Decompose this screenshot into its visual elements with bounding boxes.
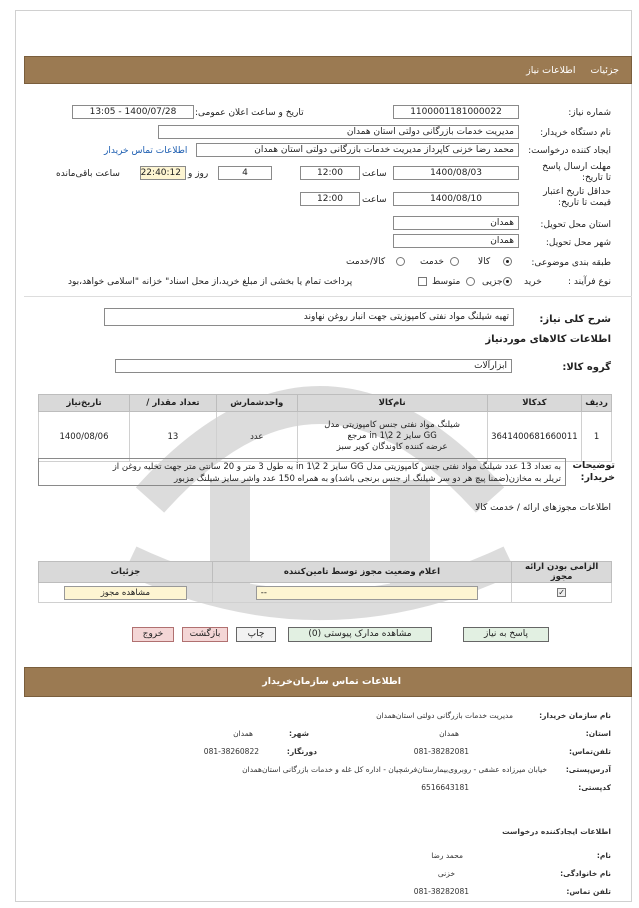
summary-field: تهیه شیلنگ مواد نفتی کامپوزیتی جهت انبار روغن نهاوند [104, 308, 514, 326]
creator-name: محمد رضا [431, 851, 463, 860]
goods-title: اطلاعات کالاهای موردنیاز [485, 334, 611, 345]
permit-col-required: الزامی بودن ارائه مجوز [512, 562, 612, 583]
cell-name-line: عرضه کننده کاوندگان کویر سبز [336, 442, 448, 452]
process-minor-label: جزیی [482, 277, 503, 287]
process-medium-radio[interactable] [466, 277, 475, 286]
attachments-button[interactable]: مشاهده مدارک پیوستی (0) [288, 627, 432, 642]
cell-name-line: GG سایز 2 in 1\2 مرجع [347, 431, 437, 441]
announce-label: تاریخ و ساعت اعلان عمومی: [195, 108, 304, 118]
permit-col-details: جزئیات [39, 562, 213, 583]
col-unit: واحدشمارش [216, 395, 297, 412]
contact-title: اطلاعات تماس سازمان‌خریدار [262, 676, 401, 687]
permit-required-cell [512, 583, 612, 603]
permit-required-checkbox: ✓ [558, 587, 565, 597]
contact-address: خیابان میرزاده عشقی - روبروی‌بیمارستان‌فرشچیان - اداره کل غله و خدمات بازرگانی استان‌همدان [242, 765, 547, 774]
deadline-send-time-field: 12:00 [300, 166, 360, 180]
min-price-time-label: ساعت [362, 195, 387, 205]
col-date: تاریخ‌نیاز [39, 395, 130, 412]
contact-postal: 6516643181 [421, 783, 469, 792]
remaining-label: ساعت باقی‌مانده [56, 169, 120, 179]
contact-address-label: آدرس‌پستی: [565, 765, 611, 774]
min-price-label: حداقل تاریخ اعتبار قیمت تا تاریخ: [543, 187, 611, 208]
buyer-desc-box [38, 458, 566, 486]
contact-city: همدان [233, 729, 253, 738]
category-service-radio[interactable] [450, 257, 459, 266]
province-field: همدان [393, 216, 519, 230]
goods-table-header [39, 395, 612, 412]
creator-label: ایجاد کننده درخواست: [528, 146, 611, 156]
exit-button[interactable]: خروج [132, 627, 174, 642]
buyer-org-label: نام دستگاه خریدار: [540, 128, 611, 138]
process-minor-radio[interactable] [503, 277, 512, 286]
permit-col-status: اعلام وضعیت مجوز توسط تامین‌کننده [212, 562, 511, 583]
permits-title: اطلاعات مجوزهای ارائه / خدمت کالا [475, 503, 611, 513]
nav-need-info-link[interactable]: اطلاعات نیاز [526, 65, 576, 76]
cell-code: 3641400681660011 [487, 412, 582, 462]
creator-name-label: نام: [596, 851, 611, 860]
group-label: گروه کالا: [562, 362, 611, 373]
contact-province-label: استان: [585, 729, 611, 738]
group-field: ابزارآلات [115, 359, 512, 373]
nav-details-link[interactable]: جزئیات [590, 65, 619, 76]
permit-details-cell [39, 583, 213, 603]
category-both-label: کالا/خدمت [346, 257, 386, 267]
cell-unit: عدد [216, 412, 297, 462]
min-price-time-field: 12:00 [300, 192, 360, 206]
table-row[interactable] [39, 412, 612, 462]
category-goods-label: کالا [478, 257, 491, 267]
category-both-radio[interactable] [396, 257, 405, 266]
table-row [39, 583, 612, 603]
cell-name [297, 412, 487, 462]
buyer-org-field: مدیریت خدمات بازرگانی دولتی استان همدان [158, 125, 519, 139]
contact-phone: 081-38282081 [413, 747, 469, 756]
announce-field: 1400/07/28 - 13:05 [72, 105, 194, 119]
payment-note: پرداخت تمام یا بخشی از مبلغ خرید،از محل اسناد" خزانه "اسلامی خواهد،بود [68, 277, 353, 287]
days-field: 4 [218, 166, 272, 180]
contact-fax-label: دورنگار: [286, 747, 317, 756]
creator-family-label: نام خانوادگی: [560, 869, 611, 878]
days-label: روز و [188, 169, 209, 179]
goods-table [38, 394, 612, 462]
city-label: شهر محل تحویل: [545, 238, 611, 248]
contact-org-label: نام سازمان‌ خریدار: [539, 711, 611, 720]
process-buy-label: خرید [524, 277, 542, 287]
contact-org: مدیریت خدمات بازرگانی دولتی استان‌همدان [376, 711, 513, 720]
deadline-time-label: ساعت [362, 169, 387, 179]
min-price-date-field: 1400/08/10 [393, 192, 519, 206]
deadline-send-label: مهلت ارسال پاسخ تا تاریخ: [542, 162, 611, 183]
need-number-field: 1100001181000022 [393, 105, 519, 119]
province-label: استان محل تحویل: [540, 220, 611, 230]
category-goods-radio[interactable] [503, 257, 512, 266]
back-button[interactable]: بازگشت [182, 627, 228, 642]
cell-qty: 13 [129, 412, 216, 462]
creator-info-title: اطلاعات ایجادکننده درخواست [502, 827, 611, 836]
category-service-label: خدمت [420, 257, 444, 267]
cell-row: 1 [582, 412, 612, 462]
view-permit-button[interactable]: مشاهده مجوز [64, 586, 187, 600]
creator-family: خزنی [437, 869, 455, 878]
category-label: طبقه بندی موضوعی: [531, 258, 611, 268]
contact-city-label: شهر: [289, 729, 309, 738]
deadline-send-date-field: 1400/08/03 [393, 166, 519, 180]
print-button[interactable]: چاپ [236, 627, 276, 642]
buyer-desc-line: به تعداد 13 عدد شیلنگ مواد نفتی جنس کامپوزیتی مدل GG سایز 2 in 1\2 به طول 3 متر و 20 سانتی متر جهت تخلیه روغن از [112, 462, 561, 472]
divider [24, 296, 632, 297]
contact-header [24, 667, 632, 697]
remaining-time-field: 22:40:12 [140, 166, 186, 180]
cell-date: 1400/08/06 [39, 412, 130, 462]
col-qty: تعداد مقدار / [129, 395, 216, 412]
permit-status-field: -- [256, 586, 478, 600]
contact-province: همدان [439, 729, 459, 738]
contact-phone-label: تلفن‌تماس: [568, 747, 611, 756]
creator-phone: 081-38282081 [413, 887, 469, 896]
permits-table [38, 561, 612, 603]
summary-label: شرح کلی نیاز: [539, 314, 611, 325]
contact-postal-label: کدپستی: [578, 783, 611, 792]
buyer-desc-line: تریلر به مخازن(ضمنا پیچ هر دو سر شیلنگ از جنس برنجی باشد)و به همراه 150 عدد واشر سایز شیلنگ مزبور [173, 474, 561, 484]
reply-button[interactable]: پاسخ به نیاز [463, 627, 549, 642]
process-label: نوع فرآیند : [568, 277, 611, 287]
creator-field: محمد رضا خزنی کاپرداز مدیریت خدمات بازرگانی دولتی استان همدان [196, 143, 519, 157]
process-medium-label: متوسط [432, 277, 461, 287]
top-nav-bar [24, 56, 632, 84]
col-row: ردیف [582, 395, 612, 412]
need-number-label: شماره نیاز: [568, 108, 611, 118]
buyer-desc-label: توضیحات خریدار: [572, 460, 615, 483]
col-code: کدکالا [487, 395, 582, 412]
contact-fax: 081-38260822 [203, 747, 259, 756]
permits-header [39, 562, 612, 583]
col-name: نام‌کالا [297, 395, 487, 412]
creator-phone-label: تلفن تماس: [566, 887, 611, 896]
treasury-checkbox[interactable] [418, 277, 427, 286]
cell-name-line: شیلنگ مواد نفتی جنس کامپوزیتی مدل [324, 420, 460, 430]
city-field: همدان [393, 234, 519, 248]
buyer-contact-link[interactable]: اطلاعات تماس خریدار [104, 146, 188, 156]
permit-status-cell [212, 583, 511, 603]
